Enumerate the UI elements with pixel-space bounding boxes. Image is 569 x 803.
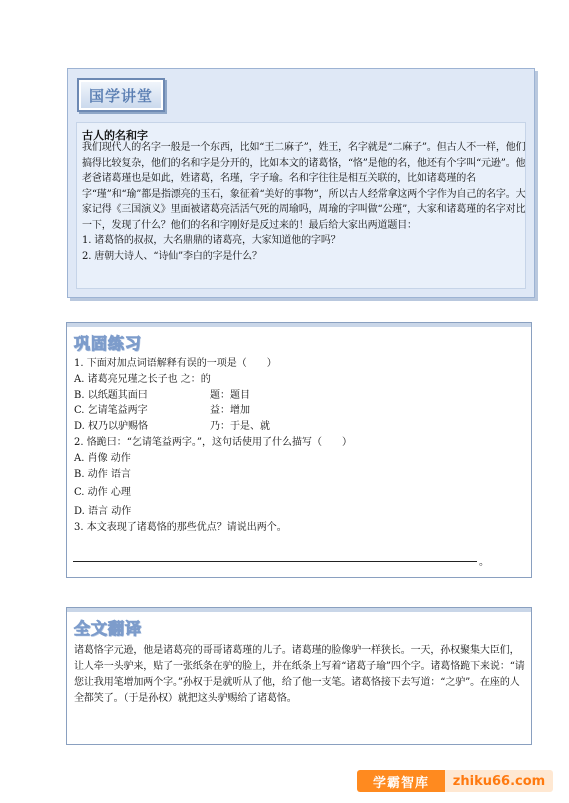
knowledge-question-2: 2. 唐朝大诗人、“诗仙”李白的字是什么？ (82, 250, 262, 262)
site-watermark (357, 770, 557, 792)
q2-option-d: D. 语言 动作 (74, 506, 132, 518)
q1-option-b-text: B. 以纸题其面曰 (74, 389, 148, 401)
knowledge-question-1: 1. 诸葛恪的叔叔，大名鼎鼎的诸葛亮，大家知道他的字吗？ (82, 235, 341, 246)
q1-option-c (74, 403, 524, 419)
knowledge-paragraph: 我们现代人的名字一般是一个东西，比如“王二麻子”，姓王，名字就是“二麻子”。但古人不一样，他们搞得比较复杂，他们的名和字是分开的，比如本文的诸葛恪，“恪”是他的名，他还有个字叫“元逊”。他老爸诸葛瑾也是如此，姓诸葛，名瑾，字子瑜。名和字往往是相互关联的，比如诸葛瑾的名字“瑾”和“瑜”都是指漂亮的玉石，象征着“美好的事物”，所以古人经常拿这两个字作为自己的名字。大家记得《三国演义》里面被诸葛亮活活气死的周瑜吗，周瑜的字叫做“公瑾”，大家和诸葛瑾的名字对比一下，发现了什么？他们的名和字刚好是反过来的！最后给大家出两道题目： (82, 142, 526, 231)
q1-option-b-gloss: 题：题目 (210, 389, 250, 401)
q1-option-b (74, 388, 524, 404)
knowledge-heading: 古人的名和字 (82, 129, 148, 142)
q1-option-d (74, 419, 524, 435)
q2-option-c: C. 动作 心理 (74, 487, 131, 499)
question-2: 2. 恪跪曰：“乞请笔益两字。”，这句话使用了什么描写（ ） (74, 436, 352, 448)
watermark-url: zhiku66.com (445, 770, 553, 792)
exercise-box (66, 322, 532, 578)
q1-option-a (74, 372, 524, 388)
question-3: 3. 本文表现了诸葛恪的那些优点？请说出两个。 (74, 521, 287, 533)
answer-line (73, 561, 477, 562)
translation-body: 诸葛恪字元逊，他是诸葛亮的哥哥诸葛瑾的儿子。诸葛瑾的脸像驴一样狭长。一天，孙权聚集大臣们，让人牵一头驴来，贴了一张纸条在驴的脸上，并在纸条上写着“诸葛子瑜”四个字。诸葛恪跪下来说：“请您让我用笔增加两个字。”孙权于是就听从了他，给了他一支笔。诸葛恪接下去写道：“之驴”。在座的人全都笑了。（于是孙权）就把这头驴赐给了诸葛恪。 (74, 645, 525, 704)
q2-option-b: B. 动作 语言 (74, 468, 131, 480)
translation-top-bar (67, 608, 531, 612)
exercise-top-bar (67, 323, 531, 327)
q1-option-d-gloss: 乃：于是、就 (210, 421, 270, 433)
q2-option-a: A. 肖像 动作 (74, 452, 131, 464)
q1-option-a-text: A. 诸葛亮兄瑾之长子也 之：的 (74, 373, 211, 385)
q1-option-c-text: C. 乞请笔益两字 (74, 405, 148, 417)
knowledge-body (82, 140, 526, 264)
section-badge-guoxue: 国学讲堂 (77, 78, 165, 112)
q1-option-c-gloss: 益：增加 (210, 405, 250, 417)
knowledge-box (67, 68, 535, 298)
translation-box (66, 607, 532, 745)
translation-title: 全文翻译 (74, 619, 143, 638)
exercise-title: 巩固练习 (74, 334, 143, 353)
answer-end-mark: 。 (479, 557, 489, 568)
exercise-list (74, 356, 524, 536)
question-1: 1. 下面对加点词语解释有误的一项是（ ） (74, 358, 277, 369)
watermark-brand: 学霸智库 (357, 770, 445, 792)
q1-option-d-text: D. 权乃以驴赐恪 (74, 421, 149, 433)
